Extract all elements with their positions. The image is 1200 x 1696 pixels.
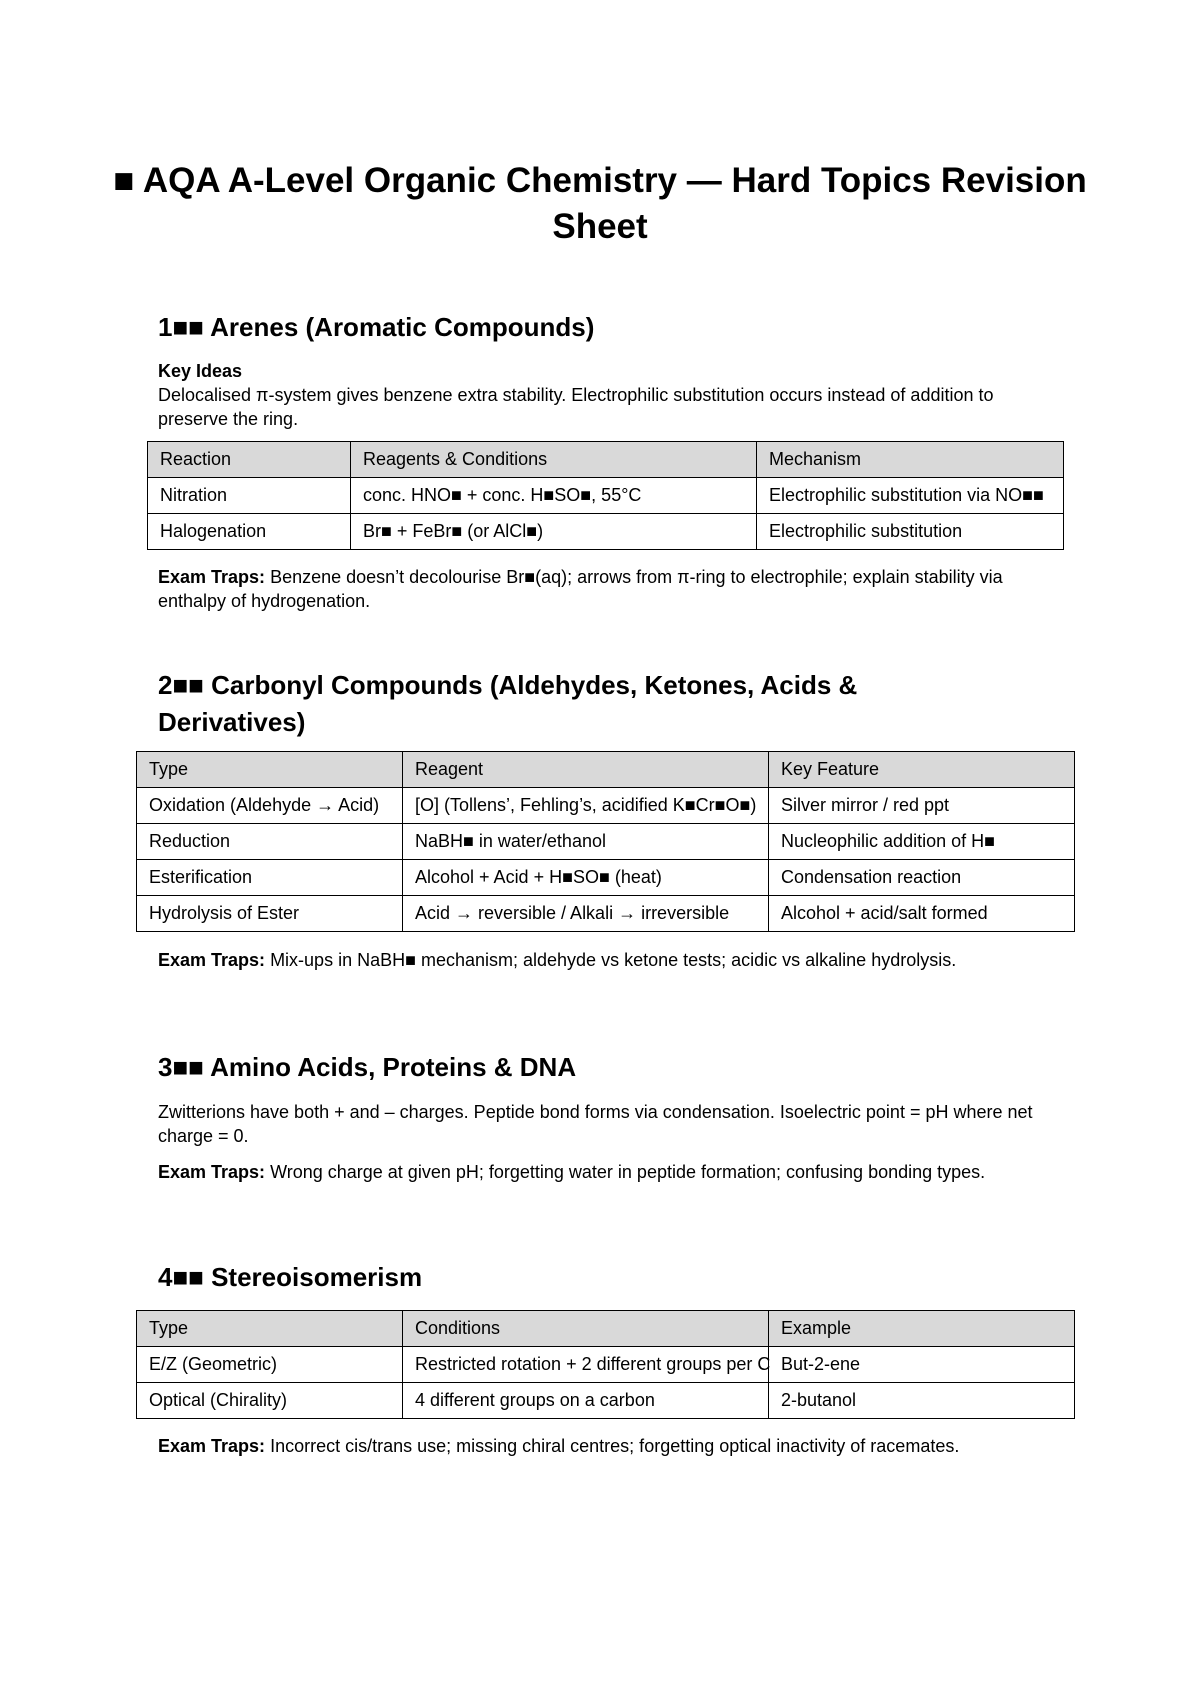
table-cell: conc. HNO■ + conc. H■SO■, 55°C xyxy=(351,478,757,514)
table-cell: Restricted rotation + 2 different groups per C xyxy=(403,1347,769,1383)
section-heading-carbonyl: 2■■ Carbonyl Compounds (Aldehydes, Ketones, Acids & Derivatives) xyxy=(158,670,858,737)
table-cell: NaBH■ in water/ethanol xyxy=(403,824,769,860)
table-cell: 2-butanol xyxy=(769,1383,1075,1419)
table-cell: Silver mirror / red ppt xyxy=(769,788,1075,824)
table-cell: Alcohol + Acid + H■SO■ (heat) xyxy=(403,860,769,896)
table-cell: Alcohol + acid/salt formed xyxy=(769,896,1075,932)
table-header-cell: Reagent xyxy=(403,752,769,788)
table-header-row xyxy=(148,442,1064,478)
table-row xyxy=(137,788,1075,824)
table-cell: Oxidation (Aldehyde → Acid) xyxy=(137,788,403,824)
exam-traps-stereo xyxy=(158,1434,1058,1458)
table-cell: Nitration xyxy=(148,478,351,514)
exam-traps-amino xyxy=(158,1160,1058,1184)
exam-traps-text: Incorrect cis/trans use; missing chiral centres; forgetting optical inactivity of racemates. xyxy=(265,1436,960,1456)
table-cell: Esterification xyxy=(137,860,403,896)
exam-traps-text: Mix-ups in NaBH■ mechanism; aldehyde vs ketone tests; acidic vs alkaline hydrolysis. xyxy=(265,950,957,970)
exam-traps-label: Exam Traps: xyxy=(158,950,266,970)
table-cell: But-2-ene xyxy=(769,1347,1075,1383)
exam-traps-label: Exam Traps: xyxy=(158,567,266,587)
exam-traps-text: Wrong charge at given pH; forgetting water in peptide formation; confusing bonding types. xyxy=(265,1162,986,1182)
table-cell: 4 different groups on a carbon xyxy=(403,1383,769,1419)
table-row xyxy=(137,1347,1075,1383)
page-title: ■ AQA A-Level Organic Chemistry — Hard Topics Revision Sheet xyxy=(113,161,1087,246)
key-ideas-label: Key Ideas xyxy=(158,361,243,381)
table-header-cell: Reaction xyxy=(148,442,351,478)
table-header-cell: Mechanism xyxy=(757,442,1064,478)
table-row xyxy=(148,478,1064,514)
table-cell: Condensation reaction xyxy=(769,860,1075,896)
section-heading-stereoisomerism: 4■■ Stereoisomerism xyxy=(158,1262,423,1292)
table-header-cell: Key Feature xyxy=(769,752,1075,788)
exam-traps-carbonyl xyxy=(158,948,1058,972)
table-header-cell: Reagents & Conditions xyxy=(351,442,757,478)
table-header-row xyxy=(137,752,1075,788)
table-cell: E/Z (Geometric) xyxy=(137,1347,403,1383)
exam-traps-label: Exam Traps: xyxy=(158,1162,266,1182)
exam-traps-arenes xyxy=(158,565,1058,613)
exam-traps-label: Exam Traps: xyxy=(158,1436,266,1456)
table-cell: Reduction xyxy=(137,824,403,860)
carbonyl-table xyxy=(136,751,1075,932)
table-cell: Halogenation xyxy=(148,514,351,550)
stereo-table xyxy=(136,1310,1075,1419)
table-row xyxy=(137,860,1075,896)
table-cell: Hydrolysis of Ester xyxy=(137,896,403,932)
table-cell: Nucleophilic addition of H■ xyxy=(769,824,1075,860)
table-row xyxy=(148,514,1064,550)
table-cell: Optical (Chirality) xyxy=(137,1383,403,1419)
table-row xyxy=(137,896,1075,932)
table-header-cell: Conditions xyxy=(403,1311,769,1347)
arenes-table xyxy=(147,441,1064,550)
exam-traps-text: Benzene doesn’t decolourise Br■(aq); arrows from π-ring to electrophile; explain stability via enthalpy of hydrogenation. xyxy=(158,567,1003,611)
section-heading-amino-acids: 3■■ Amino Acids, Proteins & DNA xyxy=(158,1052,577,1082)
table-cell: Acid → reversible / Alkali → irreversible xyxy=(403,896,769,932)
table-cell: Electrophilic substitution xyxy=(757,514,1064,550)
table-cell: Electrophilic substitution via NO■■ xyxy=(757,478,1064,514)
table-header-row xyxy=(137,1311,1075,1347)
table-row xyxy=(137,1383,1075,1419)
key-ideas-text: Delocalised π-system gives benzene extra stability. Electrophilic substitution occurs instead of addition to preserve the ring. xyxy=(158,385,994,429)
amino-body-text: Zwitterions have both + and – charges. Peptide bond forms via condensation. Isoelectric point = pH where net charge = 0. xyxy=(158,1102,1033,1146)
table-header-cell: Type xyxy=(137,752,403,788)
table-cell: [O] (Tollens’, Fehling’s, acidified K■Cr■O■) xyxy=(403,788,769,824)
key-ideas-block xyxy=(158,359,1058,431)
table-row xyxy=(137,824,1075,860)
table-header-cell: Type xyxy=(137,1311,403,1347)
table-header-cell: Example xyxy=(769,1311,1075,1347)
section-heading-arenes: 1■■ Arenes (Aromatic Compounds) xyxy=(158,312,595,342)
table-cell: Br■ + FeBr■ (or AlCl■) xyxy=(351,514,757,550)
